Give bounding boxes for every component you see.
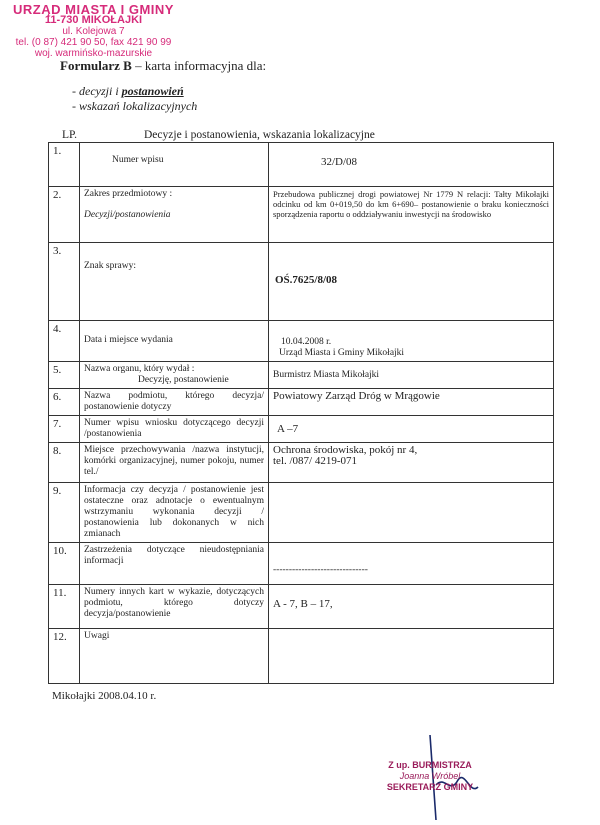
row-value bbox=[269, 629, 554, 684]
row-label-text: Numer wpisu bbox=[112, 155, 164, 165]
form-code: B bbox=[123, 58, 132, 73]
row-value bbox=[269, 243, 554, 321]
row-value-text-2: Urząd Miasta i Gminy Mikołajki bbox=[279, 348, 405, 358]
row-value: Przebudowa publicznej drogi powiatowej Nr 1779 N relacji: Tałty Mikołajki odcinku od km 0+019,50 do km 6+690– postanowienie o braku konieczności sporządzenia raportu o oddziaływaniu inwestycji na środowisko bbox=[269, 187, 554, 243]
table-row bbox=[49, 585, 554, 629]
row-label: Zastrzeżenia dotyczące nieudostępniania informacji bbox=[80, 543, 269, 585]
row-label bbox=[80, 321, 269, 362]
subtitle-1-prefix: - decyzji i bbox=[72, 84, 122, 98]
footer-date: Mikołajki 2008.04.10 r. bbox=[52, 690, 157, 702]
table-row bbox=[49, 483, 554, 543]
row-label-text: Zakres przedmiotowy : bbox=[84, 189, 173, 199]
row-value-text: ------------------------------ bbox=[273, 565, 368, 575]
signature-line-1: Z up. BURMISTRZA bbox=[388, 760, 472, 770]
row-value bbox=[269, 543, 554, 585]
row-number: 8. bbox=[49, 443, 80, 483]
row-number: 11. bbox=[49, 585, 80, 629]
row-label bbox=[80, 143, 269, 187]
table-row bbox=[49, 416, 554, 443]
form-title-suffix: – karta informacyjna dla: bbox=[135, 58, 267, 73]
table-row bbox=[49, 362, 554, 389]
table-row bbox=[49, 321, 554, 362]
row-number: 4. bbox=[49, 321, 80, 362]
row-value-text: A - 7, B – 17, bbox=[273, 598, 333, 610]
row-label: Numer wpisu wniosku dotyczącego decyzji /postanowienia bbox=[80, 416, 269, 443]
header-title: Decyzje i postanowienia, wskazania lokalizacyjne bbox=[144, 129, 375, 141]
table-row bbox=[49, 143, 554, 187]
table-row bbox=[49, 443, 554, 483]
row-number: 12. bbox=[49, 629, 80, 684]
row-label-text-2: Decyzji/postanowienia bbox=[84, 210, 171, 220]
row-value-text: OŚ.7625/8/08 bbox=[275, 274, 338, 286]
info-table bbox=[48, 142, 554, 684]
row-label: Uwagi bbox=[80, 629, 269, 684]
stamp-line-5: woj. warmińsko-mazurskie bbox=[34, 48, 153, 59]
row-value-text-2: tel. /087/ 4219-071 bbox=[273, 455, 358, 467]
row-value bbox=[269, 483, 554, 543]
table-row bbox=[49, 187, 554, 243]
row-value-text: A –7 bbox=[277, 423, 299, 435]
row-number: 9. bbox=[49, 483, 80, 543]
row-label bbox=[80, 187, 269, 243]
signature-line-3: SEKRETARZ GMINY bbox=[386, 782, 474, 792]
row-value-text: 10.04.2008 r. bbox=[281, 337, 332, 347]
row-number: 7. bbox=[49, 416, 80, 443]
row-label-text: Data i miejsce wydania bbox=[84, 335, 173, 345]
row-label-text: Znak sprawy: bbox=[84, 261, 136, 271]
row-label: Informacja czy decyzja / postanowienie jest ostateczne oraz adnotacje o ewentualnym wstrzymaniu wykonania decyzji / postanowienia lub dokonanych w nich zmianach bbox=[80, 483, 269, 543]
subtitle-locations: - wskazań lokalizacyjnych bbox=[72, 99, 198, 113]
row-value bbox=[269, 362, 554, 389]
row-number: 6. bbox=[49, 389, 80, 416]
form-title bbox=[60, 58, 266, 74]
header-lp: LP. bbox=[62, 129, 78, 141]
row-label: Numery innych kart w wykazie, dotyczących podmiotu, którego dotyczy decyzja/postanowienie bbox=[80, 585, 269, 629]
stamp-line-2: 11-730 MIKOŁAJKI bbox=[44, 14, 143, 26]
subtitle-decisions bbox=[72, 84, 184, 99]
row-value bbox=[269, 585, 554, 629]
row-number: 1. bbox=[49, 143, 80, 187]
row-value-text: Ochrona środowiska, pokój nr 4, bbox=[273, 444, 418, 456]
row-number: 3. bbox=[49, 243, 80, 321]
office-stamp bbox=[6, 4, 181, 59]
stamp-line-4: tel. (0 87) 421 90 50, fax 421 90 99 bbox=[15, 37, 172, 48]
row-value-text: Burmistrz Miasta Mikołajki bbox=[273, 370, 380, 380]
table-row bbox=[49, 629, 554, 684]
row-value bbox=[269, 143, 554, 187]
table-row bbox=[49, 543, 554, 585]
row-number: 10. bbox=[49, 543, 80, 585]
row-label bbox=[80, 362, 269, 389]
signature-stamp bbox=[360, 760, 500, 793]
stamp-line-1: URZĄD MIASTA I GMINY bbox=[13, 2, 174, 17]
signature-line-2: Joanna Wróbel bbox=[399, 771, 461, 781]
row-value bbox=[269, 416, 554, 443]
row-label: Nazwa podmiotu, którego decyzja/ postanowienie dotyczy bbox=[80, 389, 269, 416]
table-row bbox=[49, 243, 554, 321]
row-label-text-2: Decyzję, postanowienie bbox=[138, 375, 229, 385]
row-value: Powiatowy Zarząd Dróg w Mrągowie bbox=[269, 389, 554, 416]
row-number: 2. bbox=[49, 187, 80, 243]
row-value bbox=[269, 443, 554, 483]
form-title-prefix: Formularz bbox=[60, 58, 120, 73]
row-label bbox=[80, 243, 269, 321]
row-value bbox=[269, 321, 554, 362]
row-label: Miejsce przechowywania /nazwa instytucji, komórki organizacyjnej, numer pokoju, numer tel./ bbox=[80, 443, 269, 483]
table-row bbox=[49, 389, 554, 416]
subtitle-1-bold: postanowień bbox=[121, 84, 184, 98]
row-number: 5. bbox=[49, 362, 80, 389]
stamp-line-3: ul. Kolejowa 7 bbox=[62, 26, 125, 37]
row-label-text: Nazwa organu, który wydał : bbox=[84, 364, 195, 374]
row-value-text: 32/D/08 bbox=[321, 156, 358, 168]
